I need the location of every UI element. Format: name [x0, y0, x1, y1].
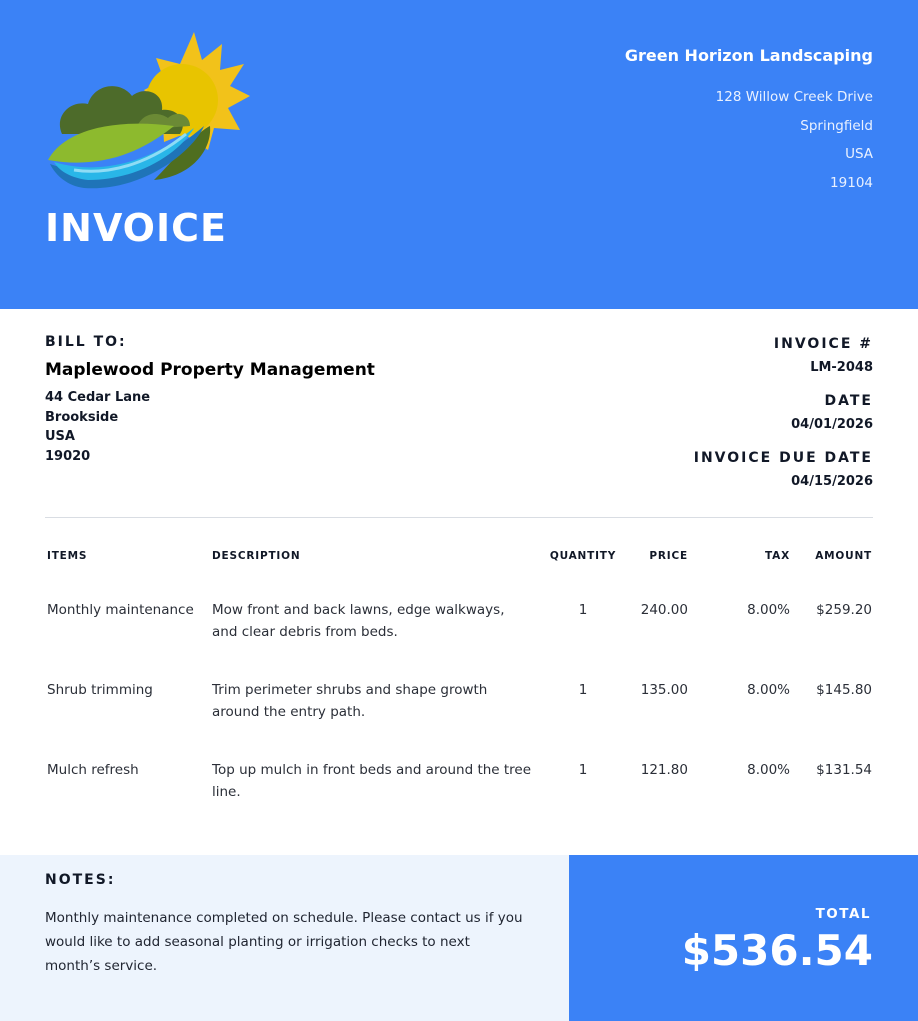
invoice-meta-block — [694, 334, 873, 505]
row-item: Monthly maintenance — [47, 602, 194, 618]
invoice-number: LM-2048 — [810, 360, 873, 375]
company-address — [625, 83, 873, 197]
row-price: 121.80 — [640, 762, 688, 778]
row-amount: $259.20 — [816, 602, 872, 618]
section-divider — [45, 517, 873, 518]
company-block — [625, 44, 873, 197]
notes-label: NOTES: — [45, 872, 116, 888]
bill-to-address — [45, 388, 375, 467]
row-amount: $145.80 — [816, 682, 872, 698]
row-quantity: 1 — [578, 762, 588, 778]
column-header-quantity: QUANTITY — [549, 550, 617, 562]
company-address-line: 19104 — [830, 174, 873, 191]
bill-to-label: BILL TO: — [45, 334, 127, 350]
table-row — [45, 760, 873, 830]
row-tax: 8.00% — [747, 762, 790, 778]
total-amount: $536.54 — [681, 926, 873, 975]
row-item: Shrub trimming — [47, 682, 153, 698]
row-description: Trim perimeter shrubs and shape growth around the entry path. — [212, 682, 488, 720]
bill-to-block — [45, 334, 375, 467]
table-row — [45, 680, 873, 750]
invoice-date-label: DATE — [824, 393, 873, 409]
row-amount: $131.54 — [816, 762, 872, 778]
column-header-amount: AMOUNT — [815, 550, 872, 562]
table-row — [45, 600, 873, 670]
row-description: Mow front and back lawns, edge walkways, and clear debris from beds. — [212, 602, 505, 640]
row-quantity: 1 — [578, 602, 588, 618]
invoice-date: 04/01/2026 — [791, 417, 873, 432]
notes-text: Monthly maintenance completed on schedule. Please contact us if you would like to add seasonal planting or irrigation checks to next month’s service. — [45, 910, 523, 974]
page-title: INVOICE — [45, 206, 227, 250]
column-header-description: DESCRIPTION — [212, 550, 301, 562]
bill-to-address-line: 44 Cedar Lane — [45, 390, 151, 405]
column-header-items: ITEMS — [47, 550, 88, 562]
company-address-line: 128 Willow Creek Drive — [715, 89, 873, 105]
row-tax: 8.00% — [747, 682, 790, 698]
invoice-due-date: 04/15/2026 — [791, 474, 873, 489]
invoice-number-label: INVOICE # — [773, 336, 873, 352]
sun-landscape-logo-icon — [44, 30, 250, 194]
column-header-tax: TAX — [765, 550, 790, 562]
row-price: 135.00 — [640, 682, 688, 698]
total-label: TOTAL — [815, 906, 871, 922]
column-header-price: PRICE — [649, 550, 688, 562]
company-address-line: Springfield — [800, 117, 873, 134]
invoice-due-date-label: INVOICE DUE DATE — [693, 450, 873, 466]
invoice-header — [0, 0, 918, 309]
row-quantity: 1 — [578, 682, 588, 698]
company-address-line: USA — [845, 146, 873, 162]
row-item: Mulch refresh — [47, 762, 139, 778]
row-tax: 8.00% — [747, 602, 790, 618]
row-description: Top up mulch in front beds and around the tree line. — [212, 762, 532, 800]
bill-to-address-line: Brookside — [45, 409, 119, 425]
bill-to-address-line: USA — [45, 429, 75, 445]
company-name: Green Horizon Landscaping — [624, 46, 873, 65]
bill-to-address-line: 19020 — [45, 449, 91, 465]
row-price: 240.00 — [640, 602, 688, 618]
bill-to-name: Maplewood Property Management — [45, 360, 375, 380]
